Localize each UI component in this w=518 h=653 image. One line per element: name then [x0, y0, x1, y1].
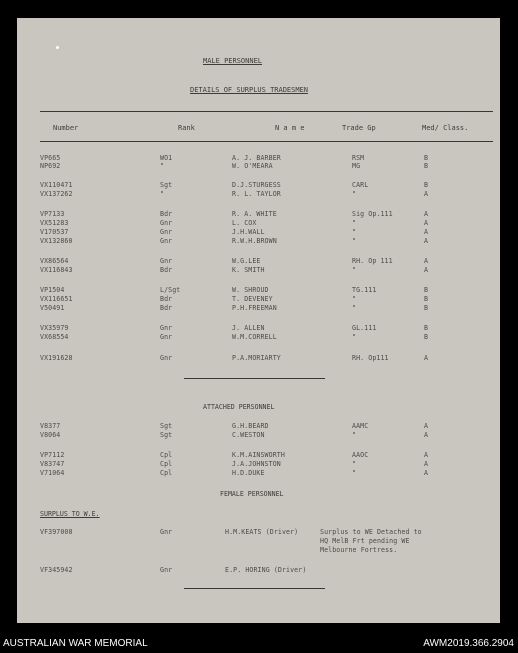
female-row-note-line: Melbourne Fortress. — [320, 546, 398, 554]
header-bottom-rule — [40, 141, 493, 142]
row-trade: RSM — [352, 154, 365, 162]
column-header-rank: Rank — [178, 124, 195, 132]
row-med: A — [424, 190, 429, 198]
document-subtitle: DETAILS OF SURPLUS TRADESMEN — [190, 86, 309, 94]
row-name: W. SHROUD — [232, 286, 269, 294]
row-number: VP7133 — [40, 210, 65, 218]
row-rank: Bdr — [160, 266, 173, 274]
row-name: W.M.CORRELL — [232, 333, 277, 341]
female-row-note-line: HQ MelB Frt pending WE — [320, 537, 410, 545]
female-section-title: FEMALE PERSONNEL — [220, 490, 284, 498]
attached-row-name: H.D.DUKE — [232, 469, 265, 477]
row-rank: Bdr — [160, 304, 173, 312]
attached-row-rank: Cpl — [160, 460, 173, 468]
row-trade: CARL — [352, 181, 369, 189]
attached-row-trade: AAMC — [352, 422, 369, 430]
closing-rule — [184, 588, 325, 589]
row-number: VX51283 — [40, 219, 69, 227]
row-trade: MG — [352, 162, 361, 170]
row-number: VX116651 — [40, 295, 73, 303]
attached-row-med: A — [424, 431, 429, 439]
row-name: P.H.FREEMAN — [232, 304, 277, 312]
row-trade: " — [352, 219, 357, 227]
row-trade: TG.111 — [352, 286, 377, 294]
attached-row-number: V83747 — [40, 460, 65, 468]
row-number: VX116843 — [40, 266, 73, 274]
row-trade: " — [352, 190, 357, 198]
row-rank: " — [160, 162, 165, 170]
row-rank: Gnr — [160, 219, 173, 227]
row-number: VP1504 — [40, 286, 65, 294]
row-name: L. COX — [232, 219, 257, 227]
attached-row-name: K.M.AINSWORTH — [232, 451, 285, 459]
attached-row-rank: Sgt — [160, 422, 173, 430]
row-trade: " — [352, 333, 357, 341]
attached-row-number: V8377 — [40, 422, 61, 430]
attached-row-med: A — [424, 422, 429, 430]
section-divider — [184, 378, 325, 379]
row-rank: L/Sgt — [160, 286, 181, 294]
row-rank: Gnr — [160, 324, 173, 332]
footer-right: AWM2019.366.2904 — [423, 638, 514, 649]
row-number: NP692 — [40, 162, 61, 170]
row-med: A — [424, 257, 429, 265]
row-rank: WO1 — [160, 154, 173, 162]
row-med: A — [424, 210, 429, 218]
female-row-number: VF345942 — [40, 566, 73, 574]
row-trade: " — [352, 266, 357, 274]
attached-row-rank: Cpl — [160, 469, 173, 477]
attached-row-number: V71064 — [40, 469, 65, 477]
row-trade: RH. Op 111 — [352, 257, 393, 265]
row-name: T. DEVENEY — [232, 295, 273, 303]
row-number: VX68554 — [40, 333, 69, 341]
attached-row-name: J.A.JOHNSTON — [232, 460, 281, 468]
row-trade: " — [352, 228, 357, 236]
female-row-rank: Gnr — [160, 566, 173, 574]
row-trade: " — [352, 295, 357, 303]
attached-row-name: C.WESTON — [232, 431, 265, 439]
row-rank: " — [160, 190, 165, 198]
row-number: VX191628 — [40, 354, 73, 362]
footer-left: AUSTRALIAN WAR MEMORIAL — [3, 638, 148, 649]
row-trade: GL.111 — [352, 324, 377, 332]
row-trade: Sig Op.111 — [352, 210, 393, 218]
row-number: VX137262 — [40, 190, 73, 198]
row-name: R.W.H.BROWN — [232, 237, 277, 245]
attached-row-name: G.H.BEARD — [232, 422, 269, 430]
row-med: B — [424, 181, 429, 189]
female-row-rank: Gnr — [160, 528, 173, 536]
female-row-note-line: Surplus to WE Detached to — [320, 528, 422, 536]
row-number: V170537 — [40, 228, 69, 236]
attached-row-med: A — [424, 451, 429, 459]
female-row-number: VF397008 — [40, 528, 73, 536]
row-rank: Sgt — [160, 181, 173, 189]
row-name: D.J.STURGESS — [232, 181, 281, 189]
row-rank: Gnr — [160, 237, 173, 245]
row-name: W.G.LEE — [232, 257, 261, 265]
attached-row-trade: " — [352, 431, 357, 439]
row-trade: " — [352, 304, 357, 312]
row-number: VX86564 — [40, 257, 69, 265]
row-trade: RH. Op111 — [352, 354, 389, 362]
row-number: VX132860 — [40, 237, 73, 245]
document-title: MALE PERSONNEL — [203, 57, 263, 65]
row-med: A — [424, 266, 429, 274]
row-med: A — [424, 219, 429, 227]
row-rank: Gnr — [160, 354, 173, 362]
row-med: B — [424, 295, 429, 303]
paper-speck — [56, 46, 59, 49]
row-number: VX110471 — [40, 181, 73, 189]
row-name: J.H.WALL — [232, 228, 265, 236]
column-header-number: Number — [53, 124, 79, 132]
attached-section-title: ATTACHED PERSONNEL — [203, 403, 275, 411]
row-name: P.A.MORIARTY — [232, 354, 281, 362]
female-row-name: E.P. HORING (Driver) — [225, 566, 307, 574]
row-med: B — [424, 162, 429, 170]
female-row-name: H.M.KEATS (Driver) — [225, 528, 299, 536]
row-name: J. ALLEN — [232, 324, 265, 332]
attached-row-trade: " — [352, 460, 357, 468]
row-trade: " — [352, 237, 357, 245]
row-med: B — [424, 304, 429, 312]
row-med: A — [424, 354, 429, 362]
attached-row-med: A — [424, 460, 429, 468]
row-med: B — [424, 154, 429, 162]
attached-row-number: V8064 — [40, 431, 61, 439]
row-number: VX35979 — [40, 324, 69, 332]
row-med: A — [424, 237, 429, 245]
row-med: B — [424, 286, 429, 294]
surplus-label: SURPLUS TO W.E. — [40, 510, 100, 518]
row-name: W. O'MEARA — [232, 162, 273, 170]
row-rank: Gnr — [160, 333, 173, 341]
row-name: R. A. WHITE — [232, 210, 277, 218]
header-top-rule — [40, 111, 493, 112]
row-med: B — [424, 333, 429, 341]
row-name: A. J. BARBER — [232, 154, 281, 162]
attached-row-med: A — [424, 469, 429, 477]
row-name: K. SMITH — [232, 266, 265, 274]
column-header-name: N a m e — [275, 124, 305, 132]
column-header-med: Med/ Class. — [422, 124, 469, 132]
row-number: VP665 — [40, 154, 61, 162]
row-rank: Gnr — [160, 228, 173, 236]
attached-row-trade: AAOC — [352, 451, 369, 459]
row-name: R. L. TAYLOR — [232, 190, 281, 198]
attached-row-trade: " — [352, 469, 357, 477]
attached-row-number: VP7112 — [40, 451, 65, 459]
attached-row-rank: Sgt — [160, 431, 173, 439]
row-med: A — [424, 228, 429, 236]
row-number: V50491 — [40, 304, 65, 312]
row-rank: Bdr — [160, 210, 173, 218]
attached-row-rank: Cpl — [160, 451, 173, 459]
row-rank: Gnr — [160, 257, 173, 265]
row-med: B — [424, 324, 429, 332]
row-rank: Bdr — [160, 295, 173, 303]
column-header-trade: Trade Gp — [342, 124, 376, 132]
